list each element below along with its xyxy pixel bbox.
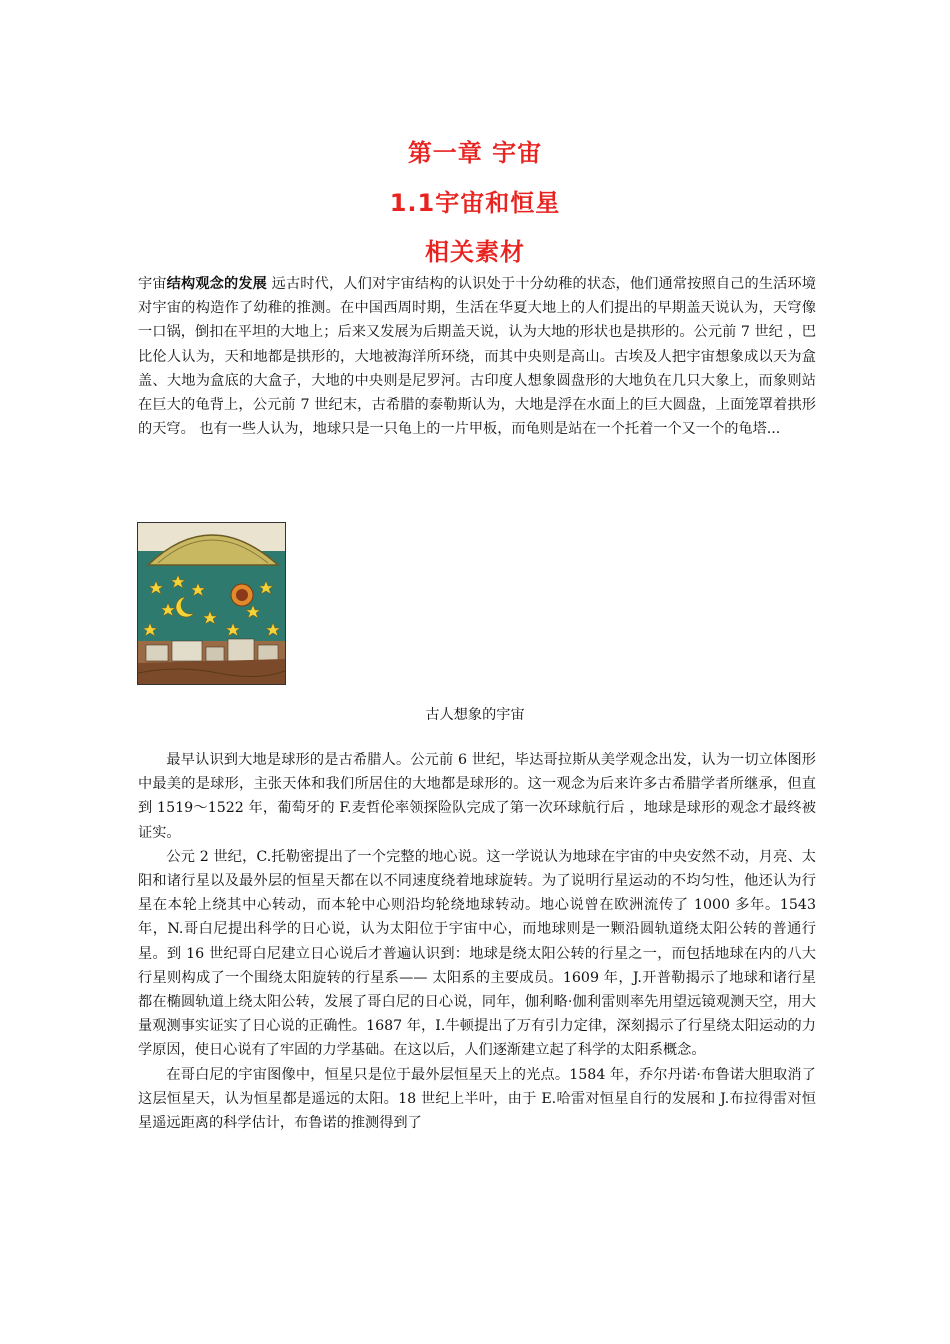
section-title: 1.1宇宙和恒星 <box>389 189 561 217</box>
subtitle: 相关素材 <box>425 238 525 266</box>
paragraph: 最早认识到大地是球形的是古希腊人。公元前 6 世纪，毕达哥拉斯从美学观念出发，认为一切立体图形中最美的是球形，主张天体和我们所居住的大地都是球形的。这一观念为后来许多古希腊学者所继承，但直到 1519～1522 年，葡萄牙的 F.麦哲伦率领探险队完成了第一次环球航行后 ，地球是球形的观念才最终被证实。 <box>138 752 816 841</box>
illustration-image <box>138 523 285 684</box>
paragraph: 公元 2 世纪，C.托勒密提出了一个完整的地心说。这一学说认为地球在宇宙的中央安然不动，月亮、太阳和诸行星以及最外层的恒星天都在以不同速度绕着地球旋转。为了说明行星运动的不均匀性，他还认为行星在本轮上绕其中心转动，而本轮中心则沿均轮绕地球转动。地心说曾在欧洲流传了 1000 多年。1543 年，N.哥白尼提出科学的日心说，认为太阳位于宇宙中心，而地球则是一颗沿圆轨道绕太阳公转的普通行星。到 16 世纪哥白尼建立日心说后才普遍认识到：地球是绕太阳公转的行星之一，而包括地球在内的八大行星则构成了一个围绕太阳旋转的行星系—— 太阳系的主要成员。1609 年，J.开普勒揭示了地球和诸行星都在椭圆轨道上绕太阳公转，发展了哥白尼的日心说，同年，伽利略·伽利雷则率先用望远镜观测天空，用大量观测事实证实了日心说的正确性。1687 年，I.牛顿提出了万有引力定律，深刻揭示了行星绕太阳运动的力学原因，使日心说有了牢固的力学基础。在这以后，人们逐渐建立起了科学的太阳系概念。 <box>138 848 816 1059</box>
intro-text: 远古时代，人们对宇宙结构的认识处于十分幼稚的状态，他们通常按照自己的生活环境对宇宙的构造作了幼稚的推测。在中国西周时期，生活在华夏大地上的人们提出的早期盖天说认为，天穹像一口锅，倒扣在平坦的大地上；后来又发展为后期盖天说，认为大地的形状也是拱形的。公元前 7 世纪 ，巴比伦人认为，天和地都是拱形的，大地被海洋所环绕，而其中央则是高山。古埃及人把宇宙想象成以天为盒盖、大地为盒底的大盒子，大地的中央则是尼罗河。古印度人想象圆盘形的大地负在几只大象上，而象则站在巨大的龟背上，公元前 7 世纪末，古希腊的泰勒斯认为，大地是浮在水面上的巨大圆盘，上面笼罩着拱形的天穹。 也有一些人认为，地球只是一只龟上的一片甲板，而龟则是站在一个托着一个又一个的龟塔... <box>138 276 816 438</box>
chapter-title: 第一章 宇宙 <box>407 139 543 167</box>
intro-lead: 宇宙 <box>138 276 167 292</box>
ancient-universe-illustration <box>137 522 286 685</box>
figure-caption: 古人想象的宇宙 <box>425 707 525 723</box>
paragraph: 在哥白尼的宇宙图像中，恒星只是位于最外层恒星天上的光点。1584 年，乔尔丹诺·布鲁诺大胆取消了这层恒星天，认为恒星都是遥远的太阳。18 世纪上半叶，由于 E.哈雷对恒星自行的发展和 J.布拉得雷对恒星遥远距离的科学估计，布鲁诺的推测得到了 <box>138 1066 816 1132</box>
intro-bold-term: 结构观念的发展 <box>166 276 267 292</box>
body-text <box>138 748 816 1135</box>
intro-paragraph <box>138 272 816 441</box>
